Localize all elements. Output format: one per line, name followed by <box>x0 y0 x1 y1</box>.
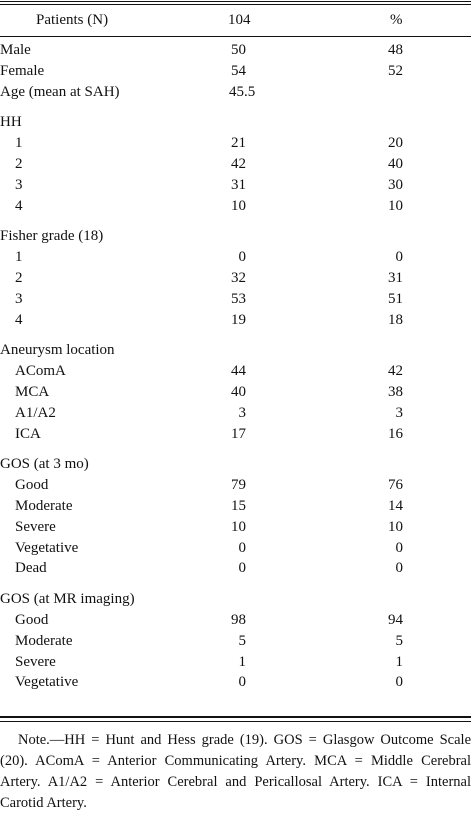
table-row <box>0 289 471 309</box>
row-label: Vegetative <box>15 674 79 691</box>
row-label: Good <box>15 477 49 494</box>
row-percent: 20 <box>388 135 403 152</box>
table-row <box>0 538 471 558</box>
bottom-rule-inner <box>0 721 471 722</box>
row-count: 98 <box>231 612 246 628</box>
row-percent: 10 <box>388 518 403 535</box>
table-row <box>0 112 471 132</box>
row-count: 1 <box>238 653 246 670</box>
table-row <box>0 247 471 267</box>
row-count: 0 <box>238 560 246 577</box>
row-label: Vegetative <box>15 539 79 556</box>
row-percent: 1 <box>395 653 403 670</box>
row-count: 21 <box>231 135 246 152</box>
row-label: Aneurysm location <box>0 342 115 359</box>
row-label: 2 <box>15 270 23 286</box>
row-label: Good <box>15 612 49 628</box>
row-percent: 40 <box>388 156 403 172</box>
table-row <box>0 133 471 153</box>
row-count: 50 <box>231 42 246 58</box>
row-count: 19 <box>231 311 246 328</box>
row-count: 10 <box>231 197 246 214</box>
table-row <box>0 558 471 578</box>
row-percent: 0 <box>395 539 403 556</box>
table-row <box>0 631 471 651</box>
row-label: Female <box>0 62 45 79</box>
row-percent: 0 <box>395 249 403 266</box>
table-row <box>0 403 471 423</box>
row-count: 10 <box>231 518 246 535</box>
table-row <box>0 610 471 630</box>
row-count: 3 <box>238 404 246 421</box>
row-count: 32 <box>231 270 246 286</box>
row-label: Moderate <box>15 498 73 514</box>
table-row <box>0 652 471 672</box>
row-percent: 16 <box>388 425 403 442</box>
row-percent: 38 <box>388 384 403 400</box>
table-row <box>0 517 471 537</box>
row-label: 4 <box>15 311 23 328</box>
row-label: 3 <box>15 290 23 307</box>
table-row <box>0 196 471 216</box>
row-label: Male <box>0 42 31 58</box>
bottom-rule <box>0 716 471 718</box>
row-percent: 10 <box>388 197 403 214</box>
row-label: Moderate <box>15 632 73 649</box>
table-row <box>0 361 471 381</box>
table-row <box>0 496 471 516</box>
row-count: 44 <box>231 363 246 380</box>
row-percent: 51 <box>388 290 403 307</box>
row-percent: 31 <box>388 270 403 286</box>
row-count: 5 <box>238 632 246 649</box>
table-row <box>0 454 471 474</box>
row-percent: 18 <box>388 311 403 328</box>
row-count: 15 <box>231 498 246 514</box>
row-label: AComA <box>15 363 66 380</box>
header-patients: Patients (N) <box>36 12 109 28</box>
table-row <box>0 268 471 288</box>
table-row <box>0 672 471 692</box>
row-label: 4 <box>15 197 23 214</box>
row-label: Dead <box>15 560 47 577</box>
table-row <box>0 340 471 360</box>
row-percent: 5 <box>395 632 403 649</box>
row-percent: 76 <box>388 477 403 494</box>
row-label: 1 <box>15 249 23 266</box>
header-percent: % <box>390 12 403 28</box>
row-percent: 42 <box>388 363 403 380</box>
row-label: A1/A2 <box>15 404 56 421</box>
row-percent: 0 <box>395 560 403 577</box>
row-count: 0 <box>238 674 246 691</box>
table-row <box>0 175 471 195</box>
row-percent: 0 <box>395 674 403 691</box>
table-row <box>0 310 471 330</box>
row-label: GOS (at 3 mo) <box>0 456 89 473</box>
header-count: 104 <box>228 12 251 28</box>
row-count: 17 <box>231 425 246 442</box>
row-count: 0 <box>238 539 246 556</box>
row-count: 53 <box>231 290 246 307</box>
row-percent: 30 <box>388 176 403 193</box>
row-label: Severe <box>15 518 56 535</box>
table-row <box>0 382 471 402</box>
row-count: 54 <box>231 62 246 79</box>
table-row <box>0 40 471 60</box>
table-row <box>0 424 471 444</box>
row-percent: 3 <box>395 404 403 421</box>
row-count: 42 <box>231 156 246 172</box>
row-label: MCA <box>15 384 50 400</box>
table-row <box>0 154 471 174</box>
row-percent: 48 <box>388 42 403 58</box>
row-label: 1 <box>15 135 23 152</box>
row-count: 40 <box>231 384 246 400</box>
row-count: 45.5 <box>229 83 256 100</box>
row-label: ICA <box>15 425 41 442</box>
row-percent: 52 <box>388 62 403 79</box>
table-note: Note.—HH = Hunt and Hess grade (19). GOS = Glasgow Outcome Scale (20). AComA = Anterior Communicating Artery. MCA = Middle Cerebral Artery. A1/A2 = Anterior Cerebral and Pericallosal Artery. ICA = Internal Carotid Artery. <box>0 732 471 811</box>
row-label: Age (mean at SAH) <box>0 83 120 100</box>
row-label: 2 <box>15 156 23 172</box>
table-row <box>0 475 471 495</box>
row-count: 79 <box>231 477 246 494</box>
table-row <box>0 589 471 609</box>
table-row <box>0 226 471 246</box>
table-row <box>0 61 471 81</box>
row-label: Fisher grade (18) <box>0 228 104 245</box>
row-label: Severe <box>15 653 56 670</box>
table-row <box>0 82 471 102</box>
row-count: 31 <box>231 176 246 193</box>
row-percent: 94 <box>388 612 403 628</box>
row-count: 0 <box>238 249 246 266</box>
row-label: HH <box>0 114 22 131</box>
row-label: GOS (at MR imaging) <box>0 591 135 608</box>
row-label: 3 <box>15 176 23 193</box>
row-percent: 14 <box>388 498 403 514</box>
